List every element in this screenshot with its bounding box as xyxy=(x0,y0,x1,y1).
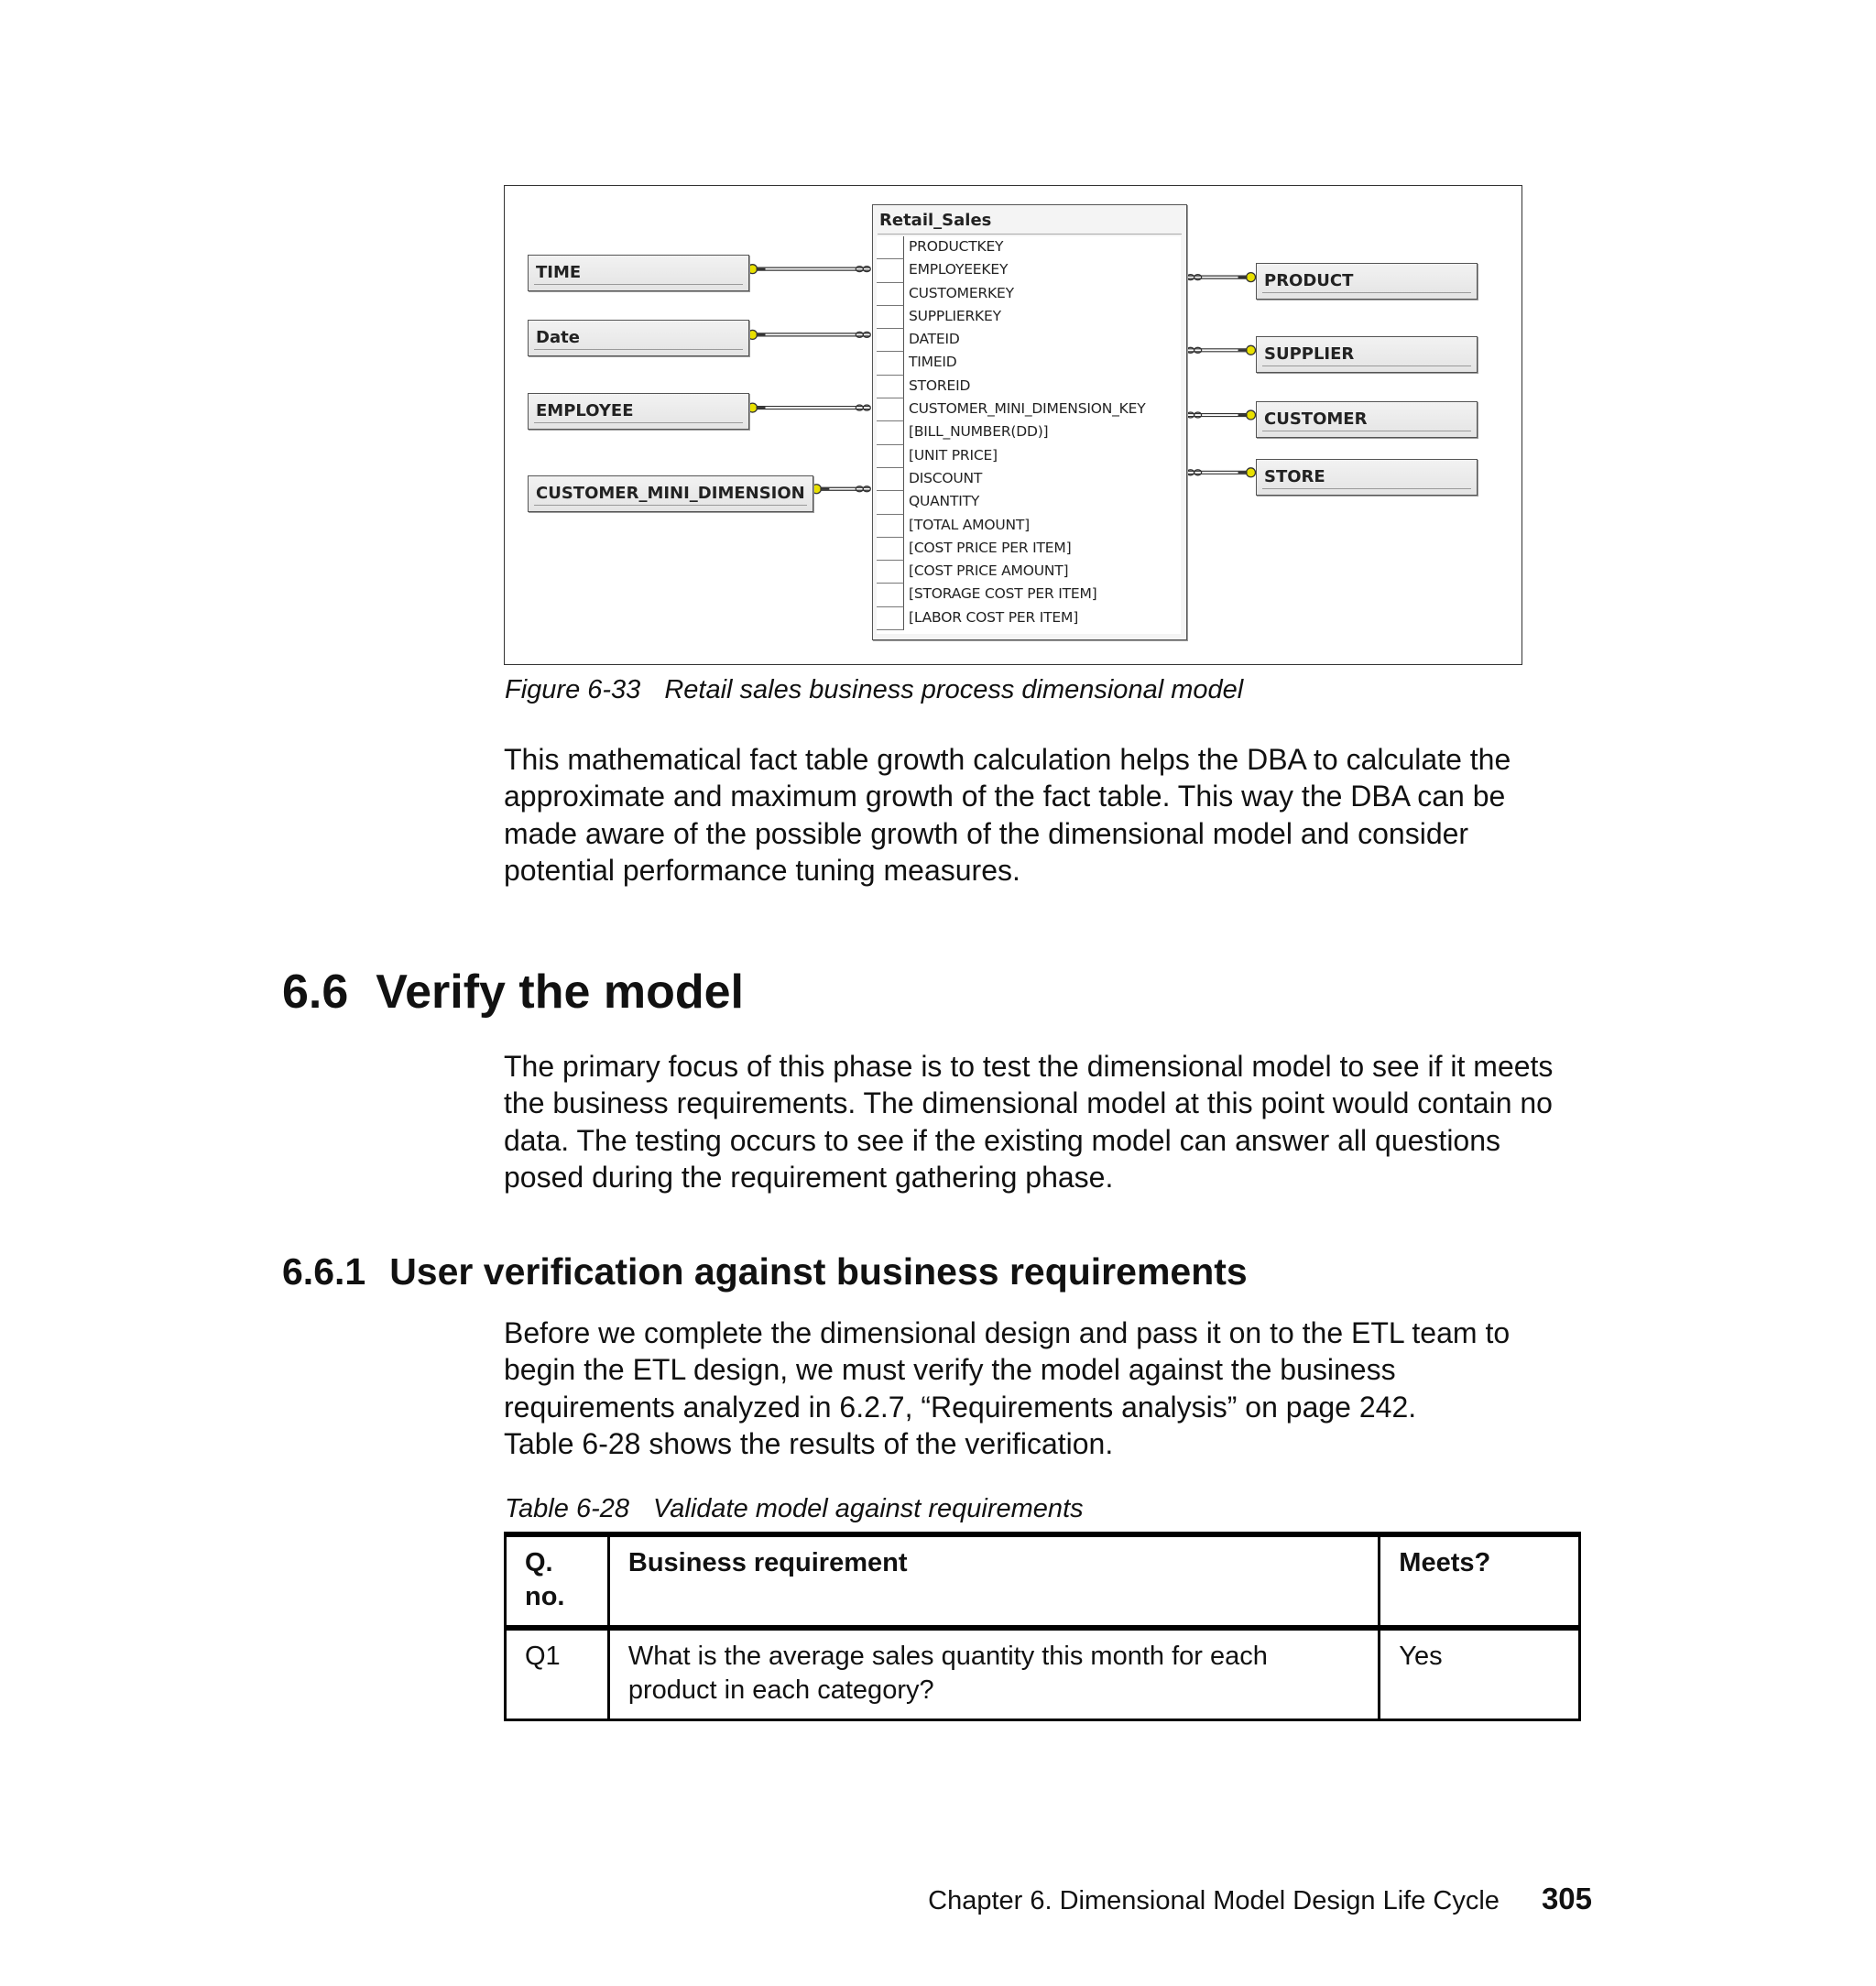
paragraph-line: the business requirements. The dimensional model at this point would contain no xyxy=(504,1086,1553,1120)
footer-page-number: 305 xyxy=(1541,1882,1592,1915)
column-selector xyxy=(877,421,904,444)
entity-label: Date xyxy=(536,328,580,347)
column-name: [COST PRICE PER ITEM] xyxy=(909,539,1072,556)
key-icon xyxy=(1247,345,1256,355)
fact-column-row[interactable] xyxy=(877,329,1181,352)
column-selector xyxy=(877,376,904,398)
section-number: 6.6 xyxy=(282,966,349,1019)
subsection-heading xyxy=(282,1250,1248,1293)
column-selector xyxy=(877,398,904,421)
entity-customer[interactable] xyxy=(1256,401,1478,438)
column-selector xyxy=(877,259,904,282)
column-selector xyxy=(877,306,904,329)
paragraph-verify-focus xyxy=(504,1048,1640,1195)
fact-column-row[interactable] xyxy=(877,398,1181,421)
subsection-number: 6.6.1 xyxy=(282,1250,366,1293)
fact-column-row[interactable] xyxy=(877,259,1181,282)
column-selector xyxy=(877,352,904,375)
column-selector xyxy=(877,584,904,606)
table-caption xyxy=(505,1494,1084,1524)
header-meets: Meets? xyxy=(1380,1534,1580,1628)
paragraph-line: data. The testing occurs to see if the existing model can answer all questions xyxy=(504,1123,1501,1157)
fact-table-title: Retail_Sales xyxy=(879,211,992,230)
key-icon xyxy=(748,403,758,412)
column-selector xyxy=(877,468,904,491)
fact-column-row[interactable] xyxy=(877,421,1181,444)
column-name: CUSTOMERKEY xyxy=(909,284,1014,301)
column-name: [UNIT PRICE] xyxy=(909,446,998,464)
column-name: STOREID xyxy=(909,376,971,394)
fact-title-divider xyxy=(878,234,1182,235)
dimensional-model-figure xyxy=(504,185,1522,665)
column-selector xyxy=(877,561,904,584)
key-icon xyxy=(1247,468,1256,477)
entity-label: TIME xyxy=(536,263,582,282)
figure-caption xyxy=(505,675,1243,705)
fact-column-row[interactable] xyxy=(877,283,1181,306)
paragraph-line: posed during the requirement gathering phase. xyxy=(504,1160,1114,1194)
table-row xyxy=(506,1628,1580,1720)
entity-label: CUSTOMER_MINI_DIMENSION xyxy=(536,484,805,503)
table-caption-number: Table 6-28 xyxy=(505,1494,629,1523)
key-icon xyxy=(1247,273,1256,282)
column-selector xyxy=(877,236,904,259)
fact-column-row[interactable] xyxy=(877,445,1181,468)
paragraph-line: Table 6-28 shows the results of the verification. xyxy=(504,1426,1114,1460)
entity-time[interactable] xyxy=(528,255,749,291)
entity-label: CUSTOMER xyxy=(1264,409,1368,429)
paragraph-line: potential performance tuning measures. xyxy=(504,853,1020,887)
paragraph-line: This mathematical fact table growth calculation helps the DBA to calculate the xyxy=(504,743,1511,776)
fact-column-row[interactable] xyxy=(877,468,1181,491)
paragraph-line: Before we complete the dimensional design and pass it on to the ETL team to xyxy=(504,1316,1511,1349)
subsection-title: User verification against business requirements xyxy=(389,1250,1248,1293)
column-name: SUPPLIERKEY xyxy=(909,307,1001,324)
paragraph-line: begin the ETL design, we must verify the model against the business xyxy=(504,1353,1396,1387)
column-name: [BILL_NUMBER(DD)] xyxy=(909,423,1049,441)
cell-requirement xyxy=(608,1628,1379,1720)
column-name: DISCOUNT xyxy=(909,469,983,486)
table-header-row xyxy=(506,1534,1580,1628)
entity-store[interactable] xyxy=(1256,459,1478,496)
page-footer xyxy=(928,1882,1592,1916)
column-name: [TOTAL AMOUNT] xyxy=(909,516,1030,533)
figure-caption-number: Figure 6-33 xyxy=(505,675,641,704)
entity-label: STORE xyxy=(1264,467,1325,486)
paragraph-line: approximate and maximum growth of the fact table. This way the DBA can be xyxy=(504,780,1506,813)
key-icon xyxy=(1247,410,1256,420)
column-name: DATEID xyxy=(909,331,960,348)
paragraph-growth xyxy=(504,741,1640,889)
entity-label: SUPPLIER xyxy=(1264,344,1355,364)
column-selector xyxy=(877,491,904,514)
paragraph-line: requirements analyzed in 6.2.7, “Requirements analysis” on page 242. xyxy=(504,1390,1417,1424)
paragraph-user-verification xyxy=(504,1315,1640,1462)
entity-product[interactable] xyxy=(1256,263,1478,300)
entity-customer-mini-dimension[interactable] xyxy=(528,475,813,512)
entity-label: EMPLOYEE xyxy=(536,401,634,420)
paragraph-line: made aware of the possible growth of the dimensional model and consider xyxy=(504,816,1469,850)
paragraph-line: The primary focus of this phase is to test the dimensional model to see if it meets xyxy=(504,1050,1554,1083)
requirements-table xyxy=(504,1532,1581,1721)
header-qno-line: Q. xyxy=(525,1548,553,1577)
requirement-line: product in each category? xyxy=(627,1675,934,1705)
key-icon xyxy=(748,265,758,274)
fact-column-row[interactable] xyxy=(877,561,1181,584)
header-requirement: Business requirement xyxy=(608,1534,1379,1628)
table-caption-text: Validate model against requirements xyxy=(652,1494,1084,1523)
fact-column-row[interactable] xyxy=(877,352,1181,375)
column-selector xyxy=(877,515,904,538)
fact-column-row[interactable] xyxy=(877,306,1181,329)
column-name: CUSTOMER_MINI_DIMENSION_KEY xyxy=(909,400,1146,418)
column-selector xyxy=(877,538,904,561)
cell-meets: Yes xyxy=(1380,1628,1580,1720)
fact-table-retail-sales[interactable] xyxy=(872,204,1187,640)
column-name: PRODUCTKEY xyxy=(909,238,1004,255)
fact-column-row[interactable] xyxy=(877,236,1181,259)
column-name: [LABOR COST PER ITEM] xyxy=(909,608,1079,626)
entity-date[interactable] xyxy=(528,320,749,356)
column-selector xyxy=(877,445,904,468)
section-title: Verify the model xyxy=(376,966,744,1019)
column-name: QUANTITY xyxy=(909,493,980,510)
column-name: TIMEID xyxy=(909,354,957,371)
requirement-line: What is the average sales quantity this month for each xyxy=(627,1642,1268,1671)
column-name: [COST PRICE AMOUNT] xyxy=(909,562,1069,580)
section-heading xyxy=(282,965,744,1020)
column-name: EMPLOYEEKEY xyxy=(909,261,1009,278)
fact-column-row[interactable] xyxy=(877,538,1181,561)
footer-chapter: Chapter 6. Dimensional Model Design Life Cycle xyxy=(928,1886,1500,1915)
header-qno xyxy=(506,1534,609,1628)
fact-column-row[interactable] xyxy=(877,376,1181,398)
entity-label: PRODUCT xyxy=(1264,271,1354,290)
column-name: [STORAGE COST PER ITEM] xyxy=(909,585,1097,603)
key-icon xyxy=(748,330,758,339)
cell-qno: Q1 xyxy=(506,1628,609,1720)
entity-employee[interactable] xyxy=(528,393,749,430)
fact-column-row[interactable] xyxy=(877,607,1181,630)
column-selector xyxy=(877,329,904,352)
fact-column-row[interactable] xyxy=(877,515,1181,538)
fact-column-row[interactable] xyxy=(877,491,1181,514)
column-selector xyxy=(877,607,904,630)
column-selector xyxy=(877,283,904,306)
entity-supplier[interactable] xyxy=(1256,336,1478,373)
header-qno-line: no. xyxy=(525,1582,565,1611)
figure-caption-text: Retail sales business process dimensional model xyxy=(664,675,1244,704)
fact-column-row[interactable] xyxy=(877,584,1181,606)
fact-table-columns xyxy=(877,236,1181,634)
